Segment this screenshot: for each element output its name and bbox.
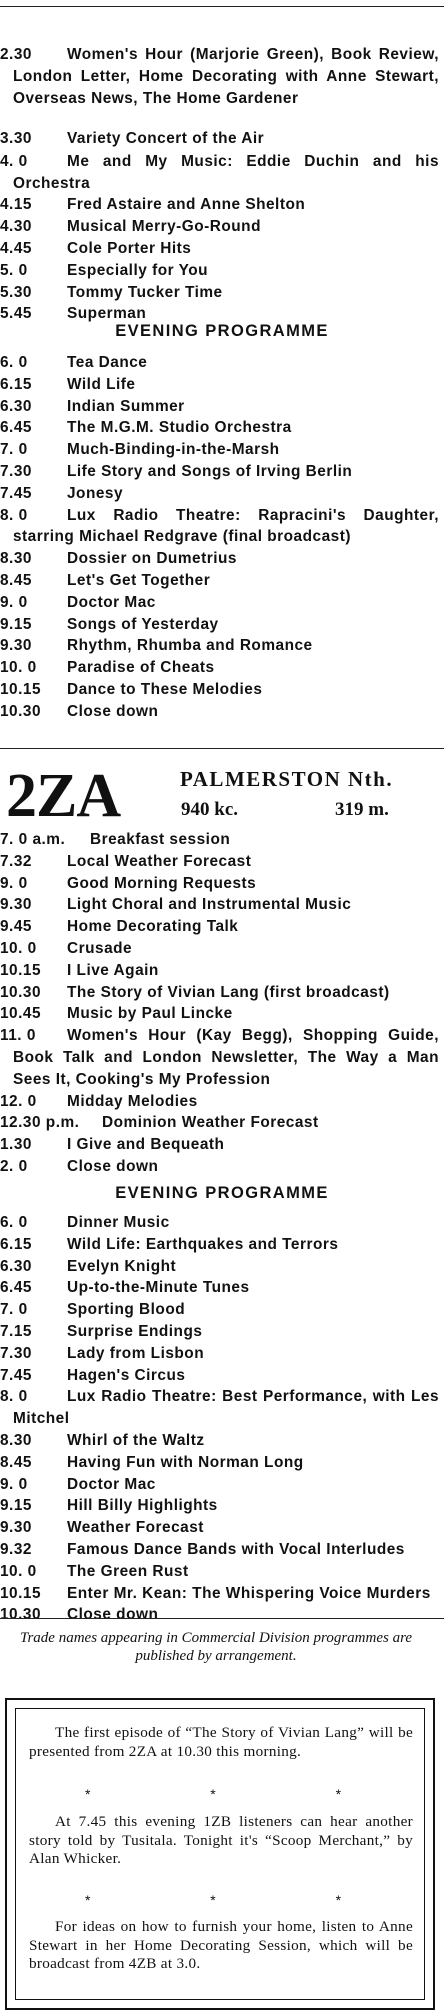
- entry-time: 9.15: [0, 1497, 32, 1515]
- schedule-entry: [0, 635, 440, 657]
- schedule-entry: [0, 1212, 440, 1234]
- entry-title: Much-Binding-in-the-Marsh: [67, 441, 280, 459]
- schedule-entry: [0, 701, 440, 723]
- entry-title: The Story of Vivian Lang (first broadcast): [67, 983, 390, 1001]
- entry-title: Close down: [67, 702, 159, 720]
- announcement-paragraph: The first episode of “The Story of Vivian Lang” will be presented from 2ZA at 10.30 this morning.: [29, 1724, 413, 1760]
- entry-title: Variety Concert of the Air: [67, 130, 265, 147]
- schedule-entry: [0, 1343, 440, 1365]
- entry-time: 10.30: [0, 1606, 42, 1624]
- schedule-entry: [0, 216, 440, 238]
- schedule-entry: [0, 260, 440, 282]
- entry-time: 7.32: [0, 852, 32, 870]
- entry-title: Fred Astaire and Anne Shelton: [67, 196, 306, 214]
- entry-title: Close down: [67, 1606, 159, 1624]
- entry-time: 5. 0: [0, 261, 28, 279]
- entry-title: Dance to These Melodies: [67, 680, 263, 698]
- entry-title: Weather Forecast: [67, 1519, 204, 1537]
- entry-time: 10.15: [0, 680, 42, 698]
- afternoon-schedule: [0, 44, 440, 325]
- entry-time: 4.30: [0, 218, 32, 236]
- entry-time: 9.32: [0, 1540, 32, 1558]
- schedule-entry: [0, 851, 440, 873]
- schedule-entry: [0, 1474, 440, 1496]
- entry-time: 6.30: [0, 1257, 32, 1275]
- entry-time: 9.45: [0, 918, 32, 936]
- entry-time: 12.30 p.m.: [0, 1114, 80, 1132]
- station-callsign: 2ZA: [6, 762, 121, 830]
- entry-title: Hill Billy Highlights: [67, 1497, 218, 1515]
- schedule-entry: [0, 938, 440, 960]
- schedule-entry: [0, 1234, 439, 1256]
- schedule-entry: [0, 1517, 440, 1539]
- schedule-entry: [0, 592, 440, 614]
- entry-time: 8.30: [0, 1431, 32, 1449]
- entry-title: Surprise Endings: [67, 1322, 203, 1340]
- entry-time: 2.30: [0, 46, 32, 63]
- entry-time: 6.15: [0, 1235, 32, 1253]
- entry-time: 6. 0: [0, 354, 28, 371]
- entry-time: 7.45: [0, 1366, 32, 1384]
- entry-time: 4. 0: [0, 152, 28, 170]
- schedule-entry: [0, 1134, 440, 1156]
- station-wavelength: 319 m.: [335, 799, 389, 820]
- section-rule: [0, 1618, 444, 1619]
- schedule-entry: [0, 1452, 440, 1474]
- schedule-entry: [0, 461, 439, 483]
- entry-time: 3.30: [0, 130, 32, 147]
- schedule-entry: [0, 1277, 440, 1299]
- entry-time: 9.15: [0, 615, 32, 633]
- schedule-entry: [0, 873, 440, 895]
- entry-time: 6. 0: [0, 1214, 28, 1231]
- entry-title: The M.G.M. Studio Orchestra: [67, 419, 292, 437]
- entry-title: Sporting Blood: [67, 1301, 186, 1319]
- schedule-entry: [0, 238, 440, 260]
- entry-title: Women's Hour (Kay Begg), Shopping Guide, Book Talk and London Newsletter, The Way a Man Sees It, Cooking's My Profession: [13, 1027, 439, 1088]
- entry-time: 1.30: [0, 1136, 32, 1154]
- entry-title: Indian Summer: [67, 397, 185, 415]
- entry-title: Me and My Music: Eddie Duchin and his Orchestra: [13, 152, 439, 192]
- entry-title: Especially for You: [67, 261, 209, 279]
- schedule-entry: [0, 657, 440, 679]
- entry-title: Wild Life: Earthquakes and Terrors: [67, 1235, 339, 1253]
- entry-title: Women's Hour (Marjorie Green), Book Review, London Letter, Home Decorating with Anne Stewart, Overseas News, The Home Gardener: [13, 46, 439, 107]
- evening-schedule-2za: [0, 1212, 440, 1626]
- entry-title: Good Morning Requests: [67, 874, 257, 892]
- entry-time: 10. 0: [0, 939, 37, 957]
- entry-time: 8. 0: [0, 506, 28, 524]
- schedule-entry: [0, 960, 440, 982]
- entry-time: 7.30: [0, 462, 32, 480]
- schedule-entry: [0, 1256, 440, 1278]
- entry-title: Home Decorating Talk: [67, 918, 239, 936]
- entry-time: 9. 0: [0, 593, 28, 611]
- entry-time: 7.15: [0, 1322, 32, 1340]
- schedule-entry: [0, 1561, 440, 1583]
- schedule-entry: [0, 1365, 440, 1387]
- trade-names-note: Trade names appearing in Commercial Division programmes are published by arrangement.: [19, 1630, 413, 1664]
- schedule-entry: [0, 916, 440, 938]
- schedule-entry: [0, 1321, 440, 1343]
- entry-title: Life Story and Songs of Irving Berlin: [67, 462, 353, 480]
- announcement-paragraph: At 7.45 this evening 1ZB listeners can hear another story told by Tusitala. Tonight it's “Scoop Merchant,” by Alan Whicker.: [29, 1813, 413, 1868]
- entry-title: Lady from Lisbon: [67, 1344, 205, 1362]
- entry-time: 12. 0: [0, 1092, 37, 1110]
- evening-programme-heading-2za: EVENING PROGRAMME: [115, 1184, 329, 1202]
- entry-time: 8.45: [0, 1453, 32, 1471]
- entry-time: 5.45: [0, 305, 32, 323]
- entry-time: 7. 0: [0, 441, 28, 459]
- separator-stars: * * *: [84, 1892, 400, 1908]
- entry-title: Dinner Music: [67, 1214, 170, 1231]
- entry-title: Dominion Weather Forecast: [102, 1114, 319, 1132]
- day-schedule-2za: [0, 829, 440, 1178]
- entry-time: 9. 0: [0, 874, 28, 892]
- schedule-entry: [0, 894, 439, 916]
- entry-title: Hagen's Circus: [67, 1366, 186, 1384]
- entry-title: Lux Radio Theatre: Rapracini's Daughter, starring Michael Redgrave (final broadcast): [13, 506, 439, 546]
- schedule-entry: [0, 614, 440, 636]
- schedule-entry: [0, 151, 439, 195]
- entry-title: Paradise of Cheats: [67, 659, 215, 677]
- entry-time: 4.45: [0, 239, 32, 257]
- entry-time: 9. 0: [0, 1475, 28, 1493]
- entry-time: 4.15: [0, 196, 32, 214]
- entry-title: Evelyn Knight: [67, 1257, 177, 1275]
- schedule-entry: [0, 679, 440, 701]
- entry-time: 9.30: [0, 1519, 32, 1537]
- entry-title: Jonesy: [67, 484, 124, 502]
- entry-title: Dossier on Dumetrius: [67, 550, 237, 568]
- entry-title: Doctor Mac: [67, 1475, 156, 1493]
- entry-time: 10.30: [0, 702, 42, 720]
- entry-title: Whirl of the Waltz: [67, 1431, 205, 1449]
- entry-time: 8.45: [0, 571, 32, 589]
- entry-time: 6.30: [0, 397, 32, 415]
- schedule-entry: [0, 982, 439, 1004]
- schedule-entry: [0, 128, 440, 150]
- entry-time: 10.15: [0, 961, 42, 979]
- entry-title: Tommy Tucker Time: [67, 283, 223, 301]
- schedule-entry: [0, 1604, 440, 1626]
- entry-time: 10.45: [0, 1005, 42, 1023]
- entry-time: 10. 0: [0, 659, 37, 677]
- entry-title: I Live Again: [67, 961, 159, 979]
- entry-time: 7.30: [0, 1344, 32, 1362]
- schedule-entry: [0, 483, 440, 505]
- station-city: PALMERSTON Nth.: [180, 767, 394, 791]
- schedule-entry: [0, 1156, 440, 1178]
- schedule-entry: [0, 1112, 440, 1134]
- schedule-entry: [0, 1299, 440, 1321]
- schedule-entry: [0, 352, 440, 374]
- entry-time: 7. 0 a.m.: [0, 831, 66, 848]
- entry-time: 8.30: [0, 550, 32, 568]
- schedule-entry: [0, 1003, 440, 1025]
- entry-title: Close down: [67, 1157, 159, 1175]
- schedule-entry: [0, 282, 440, 304]
- entry-title: Midday Melodies: [67, 1092, 198, 1110]
- entry-title: Superman: [67, 305, 147, 323]
- entry-title: Having Fun with Norman Long: [67, 1453, 304, 1471]
- entry-title: Enter Mr. Kean: The Whispering Voice Murders: [67, 1584, 431, 1602]
- entry-title: I Give and Bequeath: [67, 1136, 225, 1154]
- entry-time: 9.30: [0, 896, 32, 914]
- entry-time: 6.45: [0, 419, 32, 437]
- entry-title: Songs of Yesterday: [67, 615, 219, 633]
- station-header: [0, 763, 444, 829]
- schedule-entry: [0, 1495, 440, 1517]
- entry-title: Wild Life: [67, 375, 136, 393]
- entry-title: Music by Paul Lincke: [67, 1005, 233, 1023]
- schedule-entry: [0, 44, 439, 129]
- schedule-entry: [0, 548, 440, 570]
- section-rule: [0, 748, 444, 749]
- entry-time: 9.30: [0, 637, 32, 655]
- announcement-box: [5, 1698, 435, 2010]
- entry-time: 11. 0: [0, 1027, 36, 1045]
- entry-title: Light Choral and Instrumental Music: [67, 896, 352, 914]
- entry-title: Rhythm, Rhumba and Romance: [67, 637, 313, 655]
- entry-title: Cole Porter Hits: [67, 239, 192, 257]
- entry-title: Up-to-the-Minute Tunes: [67, 1279, 250, 1297]
- entry-time: 5.30: [0, 283, 32, 301]
- schedule-entry: [0, 1539, 439, 1561]
- announcement-paragraph: For ideas on how to furnish your home, listen to Anne Stewart in her Home Decorating Session, which will be broadcast from 4ZB at 3.0.: [29, 1918, 413, 1973]
- schedule-entry: [0, 1386, 439, 1430]
- entry-title: Musical Merry-Go-Round: [67, 218, 261, 236]
- entry-title: Lux Radio Theatre: Best Performance, with Les Mitchel: [13, 1388, 439, 1428]
- entry-time: 6.45: [0, 1279, 32, 1297]
- schedule-entry: [0, 505, 439, 549]
- entry-time: 8. 0: [0, 1388, 28, 1406]
- evening-schedule: [0, 352, 440, 723]
- schedule-entry: [0, 1091, 440, 1113]
- entry-title: Doctor Mac: [67, 593, 156, 611]
- top-rule: [0, 6, 444, 7]
- schedule-entry: [0, 1025, 439, 1090]
- station-frequency: 940 kc.: [181, 799, 238, 820]
- schedule-entry: [0, 194, 440, 216]
- evening-programme-heading: EVENING PROGRAMME: [115, 322, 329, 340]
- schedule-entry: [0, 439, 440, 461]
- entry-title: Local Weather Forecast: [67, 852, 252, 870]
- separator-stars: * * *: [84, 1786, 400, 1802]
- schedule-entry: [0, 396, 440, 418]
- schedule-entry: [0, 417, 440, 439]
- entry-time: 10.15: [0, 1584, 42, 1602]
- schedule-entry: [0, 374, 440, 396]
- schedule-entry: [0, 1430, 440, 1452]
- entry-title: Tea Dance: [67, 354, 148, 371]
- entry-time: 7. 0: [0, 1301, 28, 1319]
- entry-time: 7.45: [0, 484, 32, 502]
- schedule-entry: [0, 829, 440, 851]
- entry-title: Breakfast session: [90, 831, 231, 848]
- entry-time: 10. 0: [0, 1562, 37, 1580]
- entry-time: 10.30: [0, 983, 42, 1001]
- entry-title: The Green Rust: [67, 1562, 189, 1580]
- schedule-entry: [0, 570, 440, 592]
- entry-title: Crusade: [67, 939, 133, 957]
- entry-title: Famous Dance Bands with Vocal Interludes: [67, 1540, 405, 1558]
- entry-title: Let's Get Together: [67, 571, 211, 589]
- schedule-entry: [0, 1583, 439, 1605]
- entry-time: 6.15: [0, 375, 32, 393]
- entry-time: 2. 0: [0, 1157, 28, 1175]
